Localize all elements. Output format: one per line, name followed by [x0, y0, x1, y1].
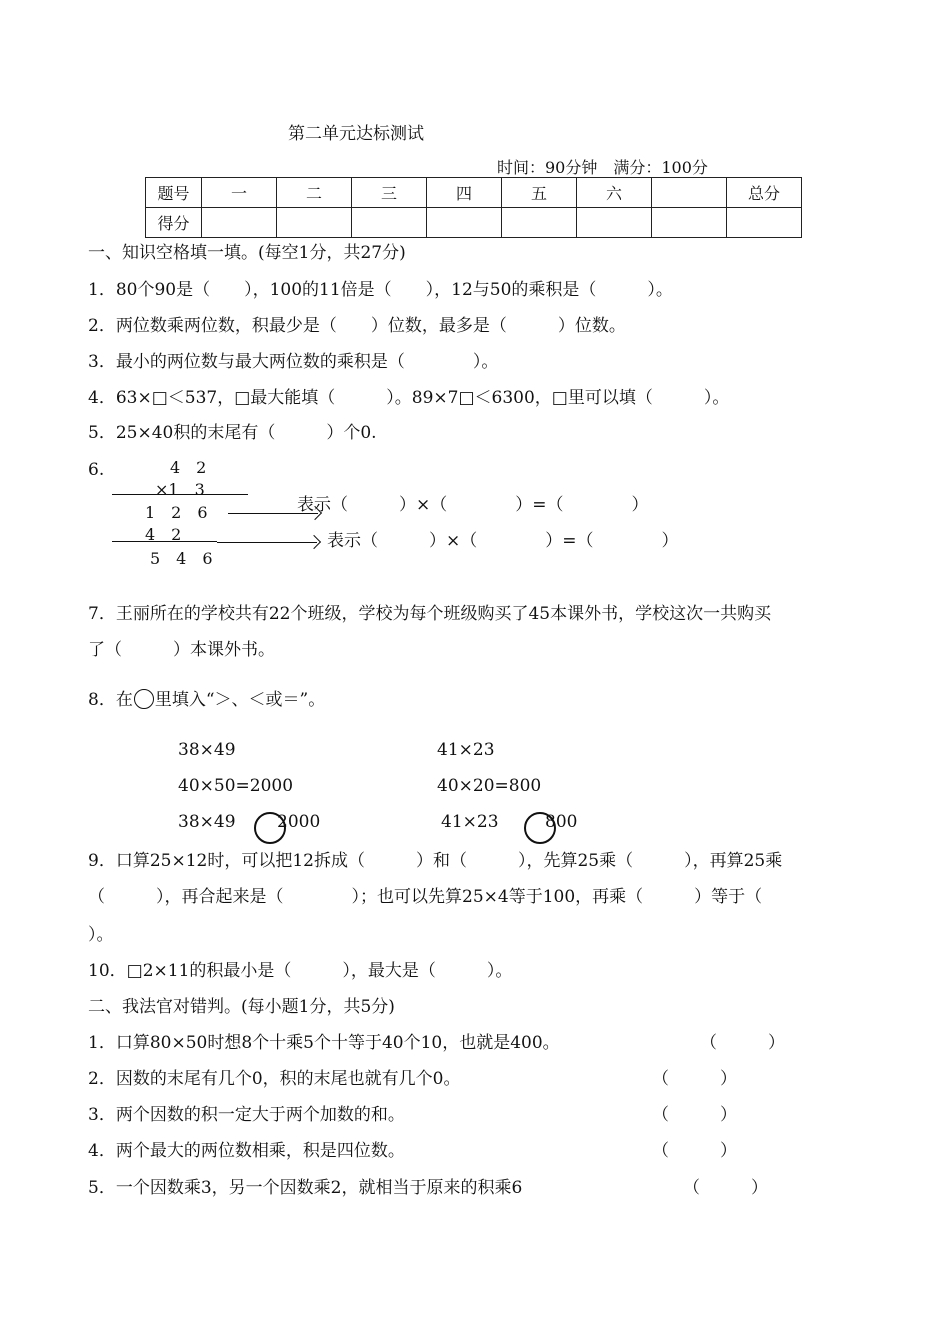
multiplication-line-5: 5 4 6: [150, 549, 213, 568]
score-table-header-cell: 六: [577, 178, 652, 208]
compare-left-3b: 2000: [277, 812, 321, 832]
question-8-prefix: 8．在: [88, 690, 133, 710]
question-2: 2．两位数乘两位数，积最少是（ ）位数，最多是（ ）位数。: [88, 316, 626, 336]
compare-left-2: 40×50=2000: [178, 776, 294, 796]
page-title: 第二单元达标测试: [288, 124, 424, 144]
circle-icon: [134, 689, 154, 709]
score-table-header-cell: [652, 178, 727, 208]
multiplication-line-1: 4 2: [170, 458, 207, 477]
compare-right-1: 41×23: [437, 740, 495, 760]
compare-left-3a: 38×49: [178, 812, 236, 832]
score-table-header-cell: 一: [202, 178, 277, 208]
judge-answer-3[interactable]: （ ）: [652, 1105, 737, 1125]
multiplication-divider-2: [112, 541, 217, 542]
question-10: 10．□2×11的积最小是（ ），最大是（ ）。: [88, 961, 513, 981]
question-1: 1．80个90是（ ），100的11倍是（ ），12与50的乘积是（ ）。: [88, 280, 673, 300]
score-cell[interactable]: [727, 208, 802, 238]
score-table-header-cell: 三: [352, 178, 427, 208]
section1-heading: 一、知识空格填一填。(每空1分，共27分): [88, 243, 406, 263]
score-table-score-row: [146, 208, 802, 238]
judge-item-3: 3．两个因数的积一定大于两个加数的和。: [88, 1105, 405, 1125]
judge-item-4: 4．两个最大的两位数相乘，积是四位数。: [88, 1141, 405, 1161]
score-cell[interactable]: [502, 208, 577, 238]
judge-item-5: 5．一个因数乘3，另一个因数乘2，就相当于原来的积乘6: [88, 1178, 523, 1198]
question-8-suffix: 里填入“＞、＜或＝”。: [154, 690, 326, 710]
judge-answer-1[interactable]: （ ）: [700, 1033, 785, 1053]
multiplication-divider-1: [112, 494, 248, 495]
score-cell[interactable]: [352, 208, 427, 238]
question-9-line-1: 9．口算25×12时，可以把12拆成（ ）和（ ），先算25乘（ ），再算25乘: [88, 851, 783, 871]
compare-right-3b: 800: [545, 812, 578, 832]
multiplication-line-2: ×1 3: [155, 480, 205, 499]
judge-answer-2[interactable]: （ ）: [652, 1069, 737, 1089]
score-cell[interactable]: [202, 208, 277, 238]
time-info: 时间：90分钟 满分：100分: [497, 158, 708, 177]
question-5: 5．25×40积的末尾有（ ）个0.: [88, 423, 377, 443]
multiplication-line-3: 1 2 6: [145, 503, 208, 522]
score-cell[interactable]: [277, 208, 352, 238]
question-6-number: 6.: [88, 460, 105, 480]
score-table-header-cell: 总分: [727, 178, 802, 208]
question-8: [88, 689, 325, 711]
question-7-line-2: 了（ ）本课外书。: [88, 640, 275, 660]
judge-answer-5[interactable]: （ ）: [683, 1178, 768, 1198]
judge-answer-4[interactable]: （ ）: [652, 1141, 737, 1161]
score-table-header-cell: 二: [277, 178, 352, 208]
score-cell[interactable]: [577, 208, 652, 238]
question-9-line-2: （ ），再合起来是（ ）；也可以先算25×4等于100，再乘（ ）等于（: [88, 887, 763, 907]
score-cell[interactable]: [427, 208, 502, 238]
score-table-header-cell: 四: [427, 178, 502, 208]
judge-item-1: 1．口算80×50时想8个十乘5个十等于40个10，也就是400。: [88, 1033, 560, 1053]
compare-right-3a: 41×23: [441, 812, 499, 832]
compare-left-1: 38×49: [178, 740, 236, 760]
judge-item-2: 2．因数的末尾有几个0，积的末尾也就有几个0。: [88, 1069, 461, 1089]
score-table-header-cell: 题号: [146, 178, 202, 208]
question-6-representation-1: 表示（ ）×（ ）=（ ）: [297, 495, 649, 515]
score-table-header-row: [146, 178, 802, 208]
question-4: 4．63×□＜537，□最大能填（ ）。89×7□＜6300，□里可以填（ ）。: [88, 388, 730, 408]
score-cell[interactable]: [652, 208, 727, 238]
section2-heading: 二、我法官对错判。(每小题1分，共5分): [88, 997, 395, 1017]
score-table: [145, 177, 802, 238]
multiplication-line-4: 4 2: [145, 525, 182, 544]
question-9-line-3: ）。: [88, 925, 114, 945]
question-6-representation-2: 表示（ ）×（ ）=（ ）: [327, 531, 679, 551]
arrow-right-icon: [217, 542, 317, 543]
compare-right-2: 40×20=800: [437, 776, 542, 796]
score-table-row-label: 得分: [146, 208, 202, 238]
score-table-header-cell: 五: [502, 178, 577, 208]
question-7-line-1: 7．王丽所在的学校共有22个班级，学校为每个班级购买了45本课外书，学校这次一共购买: [88, 604, 772, 624]
question-3: 3．最小的两位数与最大两位数的乘积是（ ）。: [88, 352, 499, 372]
